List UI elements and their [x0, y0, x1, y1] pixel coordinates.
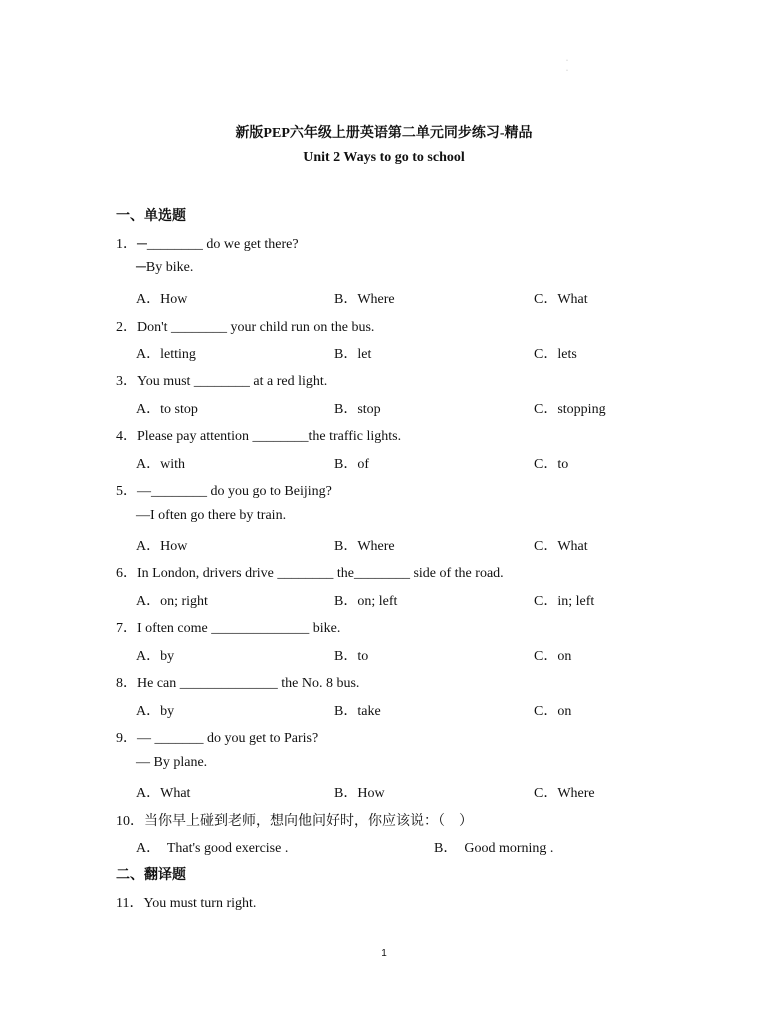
section-heading-translation: 二、翻译题 — [116, 868, 186, 883]
question-8-option-a: A．by — [136, 704, 175, 719]
question-6-option-a: A．on; right — [136, 594, 208, 609]
question-7-stem: 7．I often come ______________ bike. — [116, 621, 341, 636]
question-10-option-b: B． Good morning . — [434, 841, 554, 856]
question-5-stem: 5．—________ do you go to Beijing? — [116, 484, 332, 499]
document-subtitle: Unit 2 Ways to go to school — [303, 150, 465, 165]
question-1-stem: 1．─________ do we get there? — [116, 237, 299, 252]
question-1-reply: ─By bike. — [136, 260, 194, 275]
question-2-stem: 2．Don't ________ your child run on the bus. — [116, 320, 375, 335]
question-8-option-b: B．take — [334, 704, 381, 719]
question-7-option-a: A．by — [136, 649, 175, 664]
question-6-option-b: B．on; left — [334, 594, 398, 609]
question-7-option-c: C．on — [534, 649, 572, 664]
question-6-option-c: C．in; left — [534, 594, 595, 609]
question-5-option-a: A．How — [136, 539, 188, 554]
question-2-option-c: C．lets — [534, 347, 577, 362]
question-3-option-b: B．stop — [334, 402, 381, 417]
document-title: 新版PEP六年级上册英语第二单元同步练习-精品 — [235, 126, 533, 141]
question-9-option-a: A．What — [136, 786, 191, 801]
question-4-option-c: C．to — [534, 457, 569, 472]
question-9-option-c: C．Where — [534, 786, 595, 801]
question-2-option-a: A．letting — [136, 347, 196, 362]
question-1-option-a: A．How — [136, 292, 188, 307]
question-7-option-b: B．to — [334, 649, 369, 664]
section-heading-single-choice: 一、单选题 — [116, 209, 186, 224]
question-4-stem: 4．Please pay attention ________the traffic lights. — [116, 429, 402, 444]
question-10-option-a: A． That's good exercise . — [136, 841, 289, 856]
question-8-stem: 8．He can ______________ the No. 8 bus. — [116, 676, 360, 691]
question-4-option-a: A．with — [136, 457, 185, 472]
question-9-stem: 9．— _______ do you get to Paris? — [116, 731, 319, 746]
page-number: 1 — [381, 948, 387, 959]
corner-mark: · — [566, 58, 568, 64]
question-1-option-c: C．What — [534, 292, 588, 307]
question-9-option-b: B．How — [334, 786, 385, 801]
question-6-stem: 6．In London, drivers drive ________ the________ side of the road. — [116, 566, 504, 581]
question-11-stem: 11．You must turn right. — [116, 896, 257, 911]
question-2-option-b: B．let — [334, 347, 372, 362]
question-3-option-c: C．stopping — [534, 402, 606, 417]
question-9-reply: — By plane. — [136, 755, 208, 770]
question-5-reply: —I often go there by train. — [136, 508, 287, 523]
question-1-option-b: B．Where — [334, 292, 395, 307]
question-5-option-b: B．Where — [334, 539, 395, 554]
corner-marks — [566, 56, 568, 76]
question-8-option-c: C．on — [534, 704, 572, 719]
corner-mark: · — [566, 68, 568, 74]
question-3-stem: 3．You must ________ at a red light. — [116, 374, 328, 389]
question-10-stem: 10．当你早上碰到老师，想向他问好时，你应该说：（ ） — [116, 814, 473, 829]
question-3-option-a: A．to stop — [136, 402, 198, 417]
question-5-option-c: C．What — [534, 539, 588, 554]
question-4-option-b: B．of — [334, 457, 369, 472]
